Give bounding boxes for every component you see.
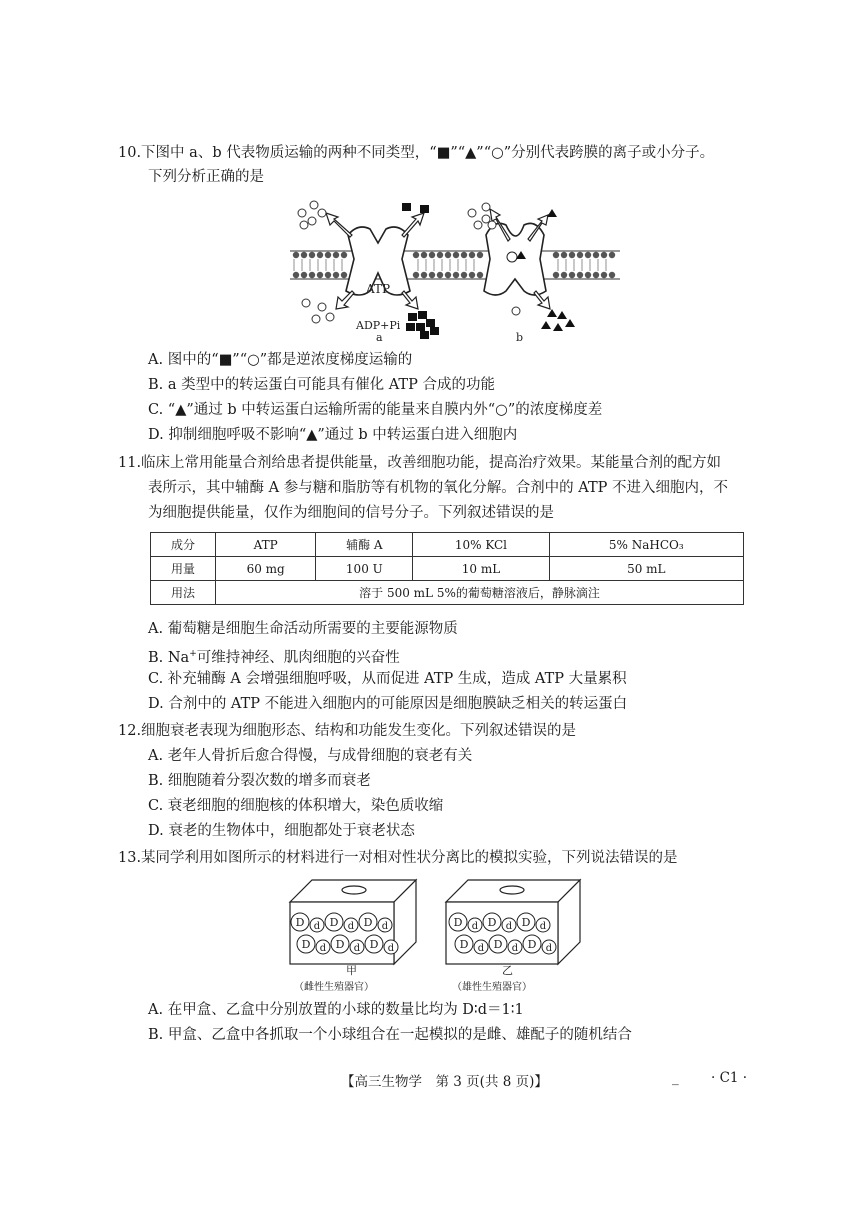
q10-stem-line1: 10.下图中 a、b 代表物质运输的两种不同类型，“■”“▲”“○”分别代表跨膜的离子或小分子。	[118, 145, 715, 161]
q10-option-c: C. “▲”通过 b 中转运蛋白运输所需的能量来自膜内外“○”的浓度梯度差	[148, 402, 603, 418]
ball-label: D	[453, 916, 463, 929]
q11-option-b	[148, 644, 400, 668]
table-row	[151, 557, 744, 581]
table-row	[151, 533, 744, 557]
q12-option-b: B. 细胞随着分裂次数的增多而衰老	[148, 773, 371, 789]
table-cell: 60 mg	[216, 557, 316, 581]
ball-label: d	[313, 921, 321, 932]
box-jia-label: 甲	[346, 964, 357, 977]
ball-label: d	[319, 943, 327, 954]
q11-stem-line2: 表所示，其中辅酶 A 参与糖和脂肪等有机物的氧化分解。合剂中的 ATP 不进入细胞内，不	[148, 480, 729, 496]
membrane-bilayer	[290, 251, 620, 279]
q10-stem-line2: 下列分析正确的是	[148, 169, 264, 185]
table-cell: 用量	[151, 557, 216, 581]
q11-option-a: A. 葡萄糖是细胞生命活动所需要的主要能源物质	[148, 621, 458, 637]
q12-option-c: C. 衰老细胞的细胞核的体积增大，染色质收缩	[148, 798, 444, 814]
ball-label: D	[521, 916, 531, 929]
ball-label: d	[545, 943, 553, 954]
table-cell: 成分	[151, 533, 216, 557]
label-b: b	[516, 331, 524, 343]
box-yi-label: 乙	[502, 964, 513, 977]
option-b-rest: 可维持神经、肌肉细胞的兴奋性	[196, 649, 400, 666]
table-cell: 用法	[151, 581, 216, 605]
table-cell: 10% KCl	[413, 533, 549, 557]
ball-label: D	[363, 916, 373, 929]
q10-option-b: B. a 类型中的转运蛋白可能具有催化 ATP 合成的功能	[148, 377, 495, 393]
ball-label: d	[347, 921, 355, 932]
q13-option-a: A. 在甲盒、乙盒中分别放置的小球的数量比均为 D∶d＝1∶1	[148, 1002, 524, 1018]
footer-dash: _	[672, 1070, 679, 1086]
q12-stem: 12.细胞衰老表现为细胞形态、结构和功能发生变化。下列叙述错误的是	[118, 723, 577, 739]
q11-option-d: D. 合剂中的 ATP 不能进入细胞内的可能原因是细胞膜缺乏相关的转运蛋白	[148, 696, 628, 712]
ball-label: d	[477, 943, 485, 954]
ball-label: d	[353, 943, 361, 954]
ball-label: d	[471, 921, 479, 932]
ball-label: D	[301, 938, 311, 951]
q13-box-figure	[286, 876, 588, 996]
q10-membrane-figure	[290, 195, 620, 343]
table-cell: 5% NaHCO₃	[549, 533, 743, 557]
ball-label: D	[335, 938, 345, 951]
q11-stem-line3: 为细胞提供能量，仅作为细胞间的信号分子。下列叙述错误的是	[148, 505, 554, 521]
table-cell: ATP	[216, 533, 316, 557]
atp-label: ATP	[366, 282, 391, 296]
ball-label: d	[381, 921, 389, 932]
footer-code: · C1 ·	[711, 1070, 748, 1086]
q13-stem: 13.某同学利用如图所示的材料进行一对相对性状分离比的模拟实验，下列说法错误的是	[118, 850, 678, 866]
page-footer: 【高三生物学 第 3 页(共 8 页)】	[341, 1074, 548, 1090]
table-row	[151, 581, 744, 605]
option-b-prefix: B. Na	[148, 649, 190, 666]
q10-option-a: A. 图中的“■”“○”都是逆浓度梯度运输的	[148, 352, 413, 368]
q12-option-a: A. 老年人骨折后愈合得慢，与成骨细胞的衰老有关	[148, 748, 473, 764]
q13-option-b: B. 甲盒、乙盒中各抓取一个小球组合在一起模拟的是雌、雄配子的随机结合	[148, 1027, 632, 1043]
ball-label: D	[369, 938, 379, 951]
box-jia-caption: （雌性生殖器官）	[294, 982, 374, 993]
label-a: a	[376, 331, 383, 343]
ball-label: D	[295, 916, 305, 929]
ball-label: D	[487, 916, 497, 929]
ball-label: D	[459, 938, 469, 951]
ball-label: d	[511, 943, 519, 954]
box-yi-caption: （雄性生殖器官）	[452, 982, 532, 993]
table-cell: 100 U	[316, 557, 413, 581]
q10-option-d: D. 抑制细胞呼吸不影响“▲”通过 b 中转运蛋白进入细胞内	[148, 427, 518, 443]
q11-option-c: C. 补充辅酶 A 会增强细胞呼吸，从而促进 ATP 生成，造成 ATP 大量累积	[148, 671, 627, 687]
plus-superscript: +	[189, 649, 197, 659]
q12-option-d: D. 衰老的生物体中，细胞都处于衰老状态	[148, 823, 415, 839]
ball-label: d	[539, 921, 547, 932]
ball-label: d	[387, 943, 395, 954]
ball-label: d	[505, 921, 513, 932]
adp-label: ADP+Pi	[356, 319, 401, 332]
table-cell: 50 mL	[549, 557, 743, 581]
table-cell: 溶于 500 mL 5%的葡萄糖溶液后，静脉滴注	[216, 581, 744, 605]
ball-label: D	[329, 916, 339, 929]
ball-label: D	[493, 938, 503, 951]
table-cell: 辅酶 A	[316, 533, 413, 557]
ball-label: D	[527, 938, 537, 951]
q11-stem-line1: 11.临床上常用能量合剂给患者提供能量，改善细胞功能，提高治疗效果。某能量合剂的配方如	[118, 455, 722, 471]
table-cell: 10 mL	[413, 557, 549, 581]
energy-mixture-table	[150, 532, 744, 605]
